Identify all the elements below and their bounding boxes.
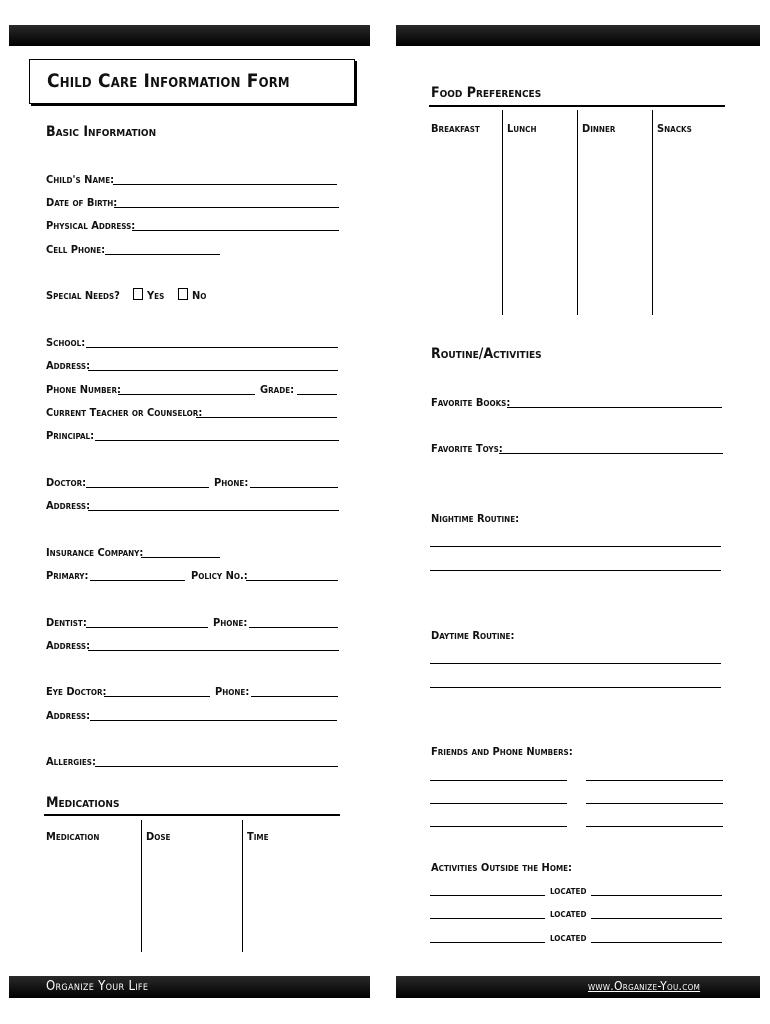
eye-doctor-phone-label: Phone: [215, 685, 250, 698]
cell-phone-field[interactable] [105, 254, 220, 255]
doctor-address-field[interactable] [88, 510, 339, 511]
eye-doctor-field[interactable] [104, 696, 210, 697]
eye-doctor-phone-field[interactable] [251, 696, 338, 697]
food-divider-2 [577, 110, 578, 315]
primary-field[interactable] [90, 580, 185, 581]
nighttime-line-1[interactable] [430, 546, 721, 547]
food-divider-1 [502, 110, 503, 315]
bottom-bar-right [396, 976, 760, 998]
teacher-field[interactable] [196, 417, 337, 418]
friends-label: Friends and Phone Numbers: [431, 745, 573, 758]
favorite-toys-label: Favorite Toys: [431, 442, 503, 455]
basic-information-heading: Basic Information [46, 124, 157, 140]
dentist-address-field[interactable] [88, 650, 339, 651]
principal-field[interactable] [95, 440, 339, 441]
school-address-field[interactable] [88, 370, 338, 371]
school-address-label: Address: [46, 359, 91, 372]
dentist-label: Dentist: [46, 616, 87, 629]
daytime-routine-label: Daytime Routine: [431, 629, 515, 642]
activity-1-field[interactable] [430, 895, 545, 896]
school-label: School: [46, 336, 86, 349]
located-2-field[interactable] [591, 918, 722, 919]
top-bar-right [396, 25, 760, 46]
footer-left-text: Organize Your Life [46, 979, 149, 994]
dentist-phone-label: Phone: [213, 616, 248, 629]
yes-label: Yes [147, 289, 165, 302]
physical-address-field[interactable] [132, 230, 339, 231]
no-label: No [192, 289, 207, 302]
friend-name-2[interactable] [430, 803, 567, 804]
allergies-label: Allergies: [46, 755, 96, 768]
footer-website-link[interactable]: www.Organize-You.com [588, 979, 701, 993]
form-title-box [29, 59, 355, 104]
friend-phone-3[interactable] [586, 826, 723, 827]
doctor-phone-field[interactable] [250, 487, 338, 488]
medications-rule [44, 814, 340, 816]
childs-name-field[interactable] [113, 184, 337, 185]
favorite-toys-field[interactable] [499, 453, 723, 454]
yes-checkbox[interactable] [133, 288, 143, 300]
eye-doctor-label: Eye Doctor: [46, 685, 107, 698]
nighttime-line-2[interactable] [430, 570, 721, 571]
med-col-dose: Dose [146, 830, 171, 843]
eye-doctor-address-field[interactable] [90, 720, 337, 721]
dob-field[interactable] [114, 207, 339, 208]
grade-field[interactable] [297, 394, 337, 395]
located-label-1: located [550, 884, 587, 897]
doctor-address-label: Address: [46, 499, 91, 512]
food-col-dinner: Dinner [582, 122, 616, 135]
food-preferences-heading: Food Preferences [431, 85, 542, 101]
food-rule [429, 105, 725, 107]
food-divider-3 [652, 110, 653, 315]
phone-number-label: Phone Number: [46, 383, 121, 396]
no-checkbox[interactable] [178, 288, 188, 300]
policy-label: Policy No.: [191, 569, 248, 582]
eye-doctor-address-label: Address: [46, 709, 91, 722]
med-divider-2 [242, 820, 243, 952]
principal-label: Principal: [46, 429, 95, 442]
teacher-label: Current Teacher or Counselor: [46, 406, 203, 419]
form-title: Child Care Information Form [47, 70, 290, 92]
policy-field[interactable] [246, 580, 338, 581]
insurance-label: Insurance Company: [46, 546, 144, 559]
school-field[interactable] [86, 347, 338, 348]
daytime-line-1[interactable] [430, 663, 721, 664]
special-needs-label: Special Needs? [46, 289, 120, 302]
dentist-address-label: Address: [46, 639, 91, 652]
dentist-phone-field[interactable] [249, 627, 338, 628]
food-col-breakfast: Breakfast [431, 122, 480, 135]
childs-name-label: Child's Name: [46, 173, 115, 186]
daytime-line-2[interactable] [430, 687, 721, 688]
activity-2-field[interactable] [430, 918, 545, 919]
nighttime-routine-label: Nightime Routine: [431, 512, 520, 525]
located-1-field[interactable] [591, 895, 722, 896]
activities-outside-label: Activities Outside the Home: [431, 861, 572, 874]
primary-label: Primary: [46, 569, 89, 582]
dentist-field[interactable] [86, 627, 208, 628]
doctor-field[interactable] [86, 487, 209, 488]
friend-phone-2[interactable] [586, 803, 723, 804]
med-divider-1 [141, 820, 142, 952]
favorite-books-field[interactable] [507, 407, 722, 408]
medications-heading: Medications [46, 795, 120, 811]
located-label-2: located [550, 907, 587, 920]
doctor-phone-label: Phone: [214, 476, 249, 489]
bottom-bar-left [9, 976, 370, 998]
cell-phone-label: Cell Phone: [46, 243, 106, 256]
med-col-medication: Medication [46, 830, 100, 843]
located-3-field[interactable] [591, 942, 722, 943]
favorite-books-label: Favorite Books: [431, 396, 511, 409]
food-col-snacks: Snacks [657, 122, 692, 135]
friend-name-3[interactable] [430, 826, 567, 827]
routine-heading: Routine/Activities [431, 346, 542, 362]
med-col-time: Time [247, 830, 269, 843]
phone-number-field[interactable] [118, 394, 255, 395]
friend-name-1[interactable] [430, 780, 567, 781]
food-col-lunch: Lunch [507, 122, 537, 135]
located-label-3: located [550, 931, 587, 944]
friend-phone-1[interactable] [586, 780, 723, 781]
physical-address-label: Physical Address: [46, 219, 136, 232]
activity-3-field[interactable] [430, 942, 545, 943]
grade-label: Grade: [260, 383, 295, 396]
dob-label: Date of Birth: [46, 196, 118, 209]
doctor-label: Doctor: [46, 476, 87, 489]
allergies-field[interactable] [95, 766, 338, 767]
insurance-field[interactable] [141, 557, 220, 558]
top-bar-left [9, 25, 370, 46]
